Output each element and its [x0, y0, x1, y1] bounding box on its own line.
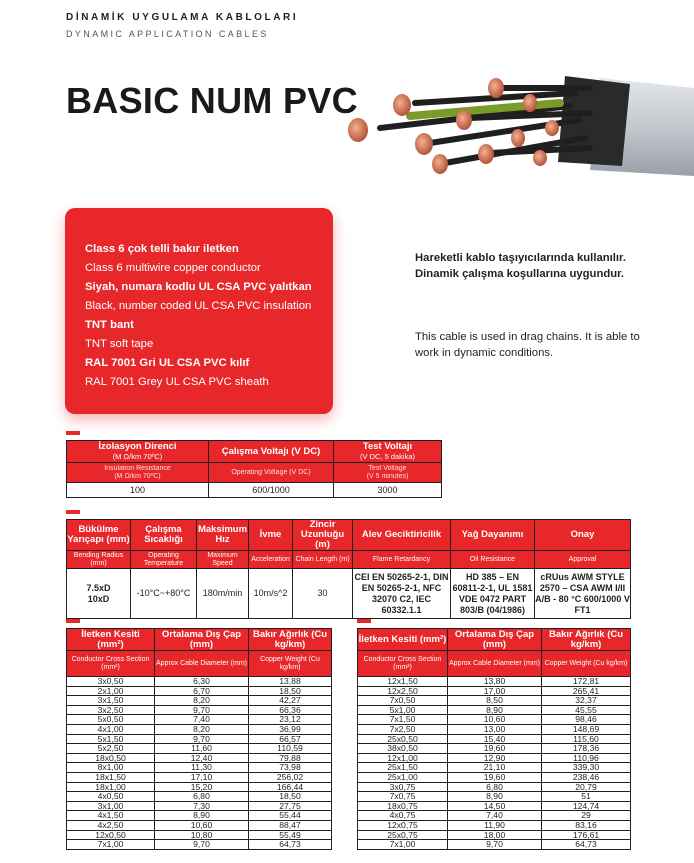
table-row [67, 830, 332, 840]
section-marker [66, 431, 80, 435]
dim-subheader-0: Conductor Cross Section (mm²) [358, 651, 448, 677]
electrical-table [66, 440, 442, 498]
table-cell: 79,88 [249, 753, 332, 763]
value-insulation: 100 [67, 483, 209, 498]
value-test-voltage: 3000 [334, 483, 442, 498]
table-cell: 19,60 [448, 772, 542, 782]
dimensions-table-left [66, 628, 332, 850]
table-cell: 42,27 [249, 696, 332, 706]
mech-subheader-3: Acceleration [249, 551, 293, 569]
table-cell: 339,30 [542, 763, 631, 773]
table-cell: 98,46 [542, 715, 631, 725]
table-cell: 9,70 [155, 705, 249, 715]
table-cell: 178,36 [542, 744, 631, 754]
table-cell: 7x2,50 [358, 724, 448, 734]
table-cell: 8,20 [155, 696, 249, 706]
dimensions-table-right [357, 628, 631, 850]
table-row [358, 801, 631, 811]
table-cell: 7,40 [155, 715, 249, 725]
kicker-turkish: DİNAMİK UYGULAMA KABLOLARI [66, 12, 299, 23]
table-cell: 51 [542, 792, 631, 802]
table-cell: 12x0,75 [358, 820, 448, 830]
table-row [358, 792, 631, 802]
table-cell: 73,98 [249, 763, 332, 773]
table-cell: 115,60 [542, 734, 631, 744]
mech-value-0: 7.5xD 10xD [67, 569, 131, 619]
table-cell: 13,80 [448, 677, 542, 687]
subheader-operating-voltage: Operating Voltage (V DC) [209, 463, 334, 483]
table-cell: 8,90 [448, 792, 542, 802]
table-row [67, 724, 332, 734]
table-cell: 8,90 [155, 811, 249, 821]
table-cell: 13,00 [448, 724, 542, 734]
kicker-english: DYNAMIC APPLICATION CABLES [66, 29, 269, 39]
construction-item-4-en: RAL 7001 Grey UL CSA PVC sheath [85, 376, 269, 388]
subheader-test-voltage: Test Voltage (V 5 minutes) [334, 463, 442, 483]
header-test-voltage: Test Voltajı (V DC, 5 dakika) [334, 441, 442, 463]
table-cell: 66,36 [249, 705, 332, 715]
dim-header-0: İletken Kesiti (mm²) [67, 629, 155, 651]
table-row [67, 811, 332, 821]
table-cell: 2x1,00 [67, 686, 155, 696]
mech-value-4: 30 [293, 569, 353, 619]
table-cell: 12,40 [155, 753, 249, 763]
table-row [67, 763, 332, 773]
table-row [358, 715, 631, 725]
mech-value-6: HD 385 – EN 60811-2-1, UL 1581 VDE 0472 PART 803/B (04/1986) [451, 569, 535, 619]
mech-value-1: -10°C~+80°C [131, 569, 197, 619]
section-marker [357, 619, 371, 623]
table-row [358, 830, 631, 840]
dim-header-1: Ortalama Dış Çap (mm) [155, 629, 249, 651]
table-cell: 6,80 [155, 792, 249, 802]
table-cell: 3x0,50 [67, 677, 155, 687]
table-cell: 25x1,50 [358, 763, 448, 773]
mech-subheader-7: Approval [535, 551, 631, 569]
table-row [67, 686, 332, 696]
table-cell: 11,60 [155, 744, 249, 754]
table-cell: 18x0,75 [358, 801, 448, 811]
table-cell: 6,70 [155, 686, 249, 696]
dim-subheader-2: Copper Weight (Cu kg/km) [249, 651, 332, 677]
dim-header-0: İletken Kesiti (mm²) [358, 629, 448, 651]
dim-subheader-1: Approx Cable Diameter (mm) [448, 651, 542, 677]
table-cell: 6,80 [448, 782, 542, 792]
construction-box [65, 208, 333, 414]
mech-header-4: Zincir Uzunluğu (m) [293, 520, 353, 551]
mech-header-1: Çalışma Sıcaklığı [131, 520, 197, 551]
table-cell: 17,10 [155, 772, 249, 782]
table-row [358, 696, 631, 706]
table-cell: 20,79 [542, 782, 631, 792]
dim-subheader-0: Conductor Cross Section (mm²) [67, 651, 155, 677]
table-cell: 12x2,50 [358, 686, 448, 696]
table-cell: 3x0,75 [358, 782, 448, 792]
table-cell: 124,74 [542, 801, 631, 811]
table-cell: 4x2,50 [67, 820, 155, 830]
mech-header-0: Bükülme Yarıçapı (mm) [67, 520, 131, 551]
mech-header-2: Maksimum Hız [197, 520, 249, 551]
table-cell: 12x1,50 [358, 677, 448, 687]
table-row [358, 744, 631, 754]
table-row [358, 772, 631, 782]
table-row [358, 734, 631, 744]
table-cell: 9,70 [155, 840, 249, 850]
construction-item-1-tr: Class 6 çok telli bakır iletken [85, 243, 239, 255]
table-cell: 10,80 [155, 830, 249, 840]
table-cell: 166,44 [249, 782, 332, 792]
header-insulation: İzolasyon Direnci (M Ω/km 70ºC) [67, 441, 209, 463]
table-row [358, 763, 631, 773]
table-cell: 110,96 [542, 753, 631, 763]
table-row [67, 677, 332, 687]
table-cell: 9,70 [155, 734, 249, 744]
table-cell: 110,59 [249, 744, 332, 754]
mech-header-6: Yağ Dayanımı [451, 520, 535, 551]
table-cell: 4x1,00 [67, 724, 155, 734]
table-cell: 7,40 [448, 811, 542, 821]
table-cell: 29 [542, 811, 631, 821]
table-cell: 45,55 [542, 705, 631, 715]
table-row [358, 686, 631, 696]
table-cell: 27,75 [249, 801, 332, 811]
mech-header-7: Onay [535, 520, 631, 551]
table-cell: 3x1,50 [67, 696, 155, 706]
table-cell: 3x1,00 [67, 801, 155, 811]
table-cell: 4x0,50 [67, 792, 155, 802]
table-cell: 21,10 [448, 763, 542, 773]
table-cell: 238,46 [542, 772, 631, 782]
table-cell: 7x0,50 [358, 696, 448, 706]
table-cell: 265,41 [542, 686, 631, 696]
table-row [67, 705, 332, 715]
description-english: This cable is used in drag chains. It is able to work in dynamic conditions. [415, 331, 640, 359]
mechanical-table [66, 519, 631, 619]
table-cell: 13,88 [249, 677, 332, 687]
table-cell: 18x1,50 [67, 772, 155, 782]
table-cell: 36,99 [249, 724, 332, 734]
table-cell: 5x2,50 [67, 744, 155, 754]
table-cell: 7x1,00 [67, 840, 155, 850]
table-cell: 4x0,75 [358, 811, 448, 821]
section-marker [66, 510, 80, 514]
table-cell: 18,00 [448, 830, 542, 840]
table-cell: 12x0,50 [67, 830, 155, 840]
table-row [358, 782, 631, 792]
table-row [358, 820, 631, 830]
table-cell: 83,16 [542, 820, 631, 830]
table-cell: 18x0,50 [67, 753, 155, 763]
construction-item-3-tr: TNT bant [85, 319, 134, 331]
table-cell: 55,44 [249, 811, 332, 821]
table-row [67, 820, 332, 830]
table-cell: 66,57 [249, 734, 332, 744]
table-cell: 7x1,00 [358, 840, 448, 850]
table-cell: 8,50 [448, 696, 542, 706]
table-cell: 17,00 [448, 686, 542, 696]
table-cell: 64,73 [542, 840, 631, 850]
mech-value-3: 10m/s^2 [249, 569, 293, 619]
table-cell: 8,20 [155, 724, 249, 734]
table-cell: 10,60 [448, 715, 542, 725]
table-row [358, 811, 631, 821]
mech-subheader-1: Operating Temperature [131, 551, 197, 569]
table-cell: 32,37 [542, 696, 631, 706]
table-cell: 12x1,00 [358, 753, 448, 763]
mech-subheader-5: Flame Retardancy [353, 551, 451, 569]
subheader-insulation: Insulation Resistance (M Ω/km 70ºC) [67, 463, 209, 483]
value-operating-voltage: 600/1000 [209, 483, 334, 498]
table-cell: 172,81 [542, 677, 631, 687]
dim-subheader-1: Approx Cable Diameter (mm) [155, 651, 249, 677]
table-cell: 5x1,00 [358, 705, 448, 715]
table-cell: 15,20 [155, 782, 249, 792]
construction-item-2-tr: Siyah, numara kodlu UL CSA PVC yalıtkan [85, 281, 312, 293]
mech-header-3: İvme [249, 520, 293, 551]
construction-item-2-en: Black, number coded UL CSA PVC insulation [85, 300, 312, 312]
table-cell: 10,60 [155, 820, 249, 830]
table-cell: 7,30 [155, 801, 249, 811]
dim-header-2: Bakır Ağırlık (Cu kg/km) [249, 629, 332, 651]
table-row [358, 753, 631, 763]
construction-item-3-en: TNT soft tape [85, 338, 154, 350]
table-cell: 5x1,50 [67, 734, 155, 744]
dim-header-1: Ortalama Dış Çap (mm) [448, 629, 542, 651]
cable-image [340, 58, 694, 176]
table-cell: 64,73 [249, 840, 332, 850]
mech-subheader-2: Maximum Speed [197, 551, 249, 569]
dim-subheader-2: Copper Weight (Cu kg/km) [542, 651, 631, 677]
table-row [67, 792, 332, 802]
table-cell: 18x1,00 [67, 782, 155, 792]
table-cell: 5x0,50 [67, 715, 155, 725]
table-cell: 7x1,50 [358, 715, 448, 725]
table-cell: 38x0,50 [358, 744, 448, 754]
table-row [67, 753, 332, 763]
table-cell: 176,61 [542, 830, 631, 840]
table-cell: 19,60 [448, 744, 542, 754]
table-row [358, 705, 631, 715]
table-row [358, 840, 631, 850]
table-row [67, 840, 332, 850]
table-cell: 4x1,50 [67, 811, 155, 821]
table-cell: 6,30 [155, 677, 249, 687]
mech-header-5: Alev Geciktiricilik [353, 520, 451, 551]
table-row [358, 677, 631, 687]
table-row [67, 744, 332, 754]
table-row [67, 772, 332, 782]
table-cell: 8x1,00 [67, 763, 155, 773]
construction-item-4-tr: RAL 7001 Gri UL CSA PVC kılıf [85, 357, 250, 369]
table-cell: 256,02 [249, 772, 332, 782]
table-cell: 25x0,50 [358, 734, 448, 744]
table-cell: 9,70 [448, 840, 542, 850]
mech-subheader-6: Oil Resistance [451, 551, 535, 569]
table-cell: 18,50 [249, 792, 332, 802]
product-title: BASIC NUM PVC [66, 80, 358, 121]
mech-value-7: cRUus AWM STYLE 2570 – CSA AWM I/II A/B - 80 °C 600/1000 V FT1 [535, 569, 631, 619]
construction-item-1-en: Class 6 multiwire copper conductor [85, 262, 261, 274]
table-cell: 11,30 [155, 763, 249, 773]
table-row [67, 715, 332, 725]
table-cell: 55,49 [249, 830, 332, 840]
table-cell: 14,50 [448, 801, 542, 811]
table-row [67, 801, 332, 811]
table-cell: 7x0,75 [358, 792, 448, 802]
table-cell: 3x2,50 [67, 705, 155, 715]
description-turkish: Hareketli kablo taşıyıcılarında kullanılır. Dinamik çalışma koşullarına uygundur. [415, 252, 626, 280]
table-cell: 12,90 [448, 753, 542, 763]
mech-value-2: 180m/min [197, 569, 249, 619]
table-cell: 11,90 [448, 820, 542, 830]
mech-subheader-0: Bending Radius (mm) [67, 551, 131, 569]
table-cell: 23,12 [249, 715, 332, 725]
table-row [67, 696, 332, 706]
table-row [67, 782, 332, 792]
mech-value-5: CEI EN 50265-2-1, DIN EN 50265-2-1, NFC 32070 C2, IEC 60332.1.1 [353, 569, 451, 619]
table-cell: 88,47 [249, 820, 332, 830]
dim-header-2: Bakır Ağırlık (Cu kg/km) [542, 629, 631, 651]
table-row [67, 734, 332, 744]
section-marker [66, 619, 80, 623]
table-cell: 25x0,75 [358, 830, 448, 840]
table-cell: 8,90 [448, 705, 542, 715]
table-cell: 148,69 [542, 724, 631, 734]
table-cell: 15,40 [448, 734, 542, 744]
table-row [358, 724, 631, 734]
mech-subheader-4: Chain Length (m) [293, 551, 353, 569]
table-cell: 18,50 [249, 686, 332, 696]
table-cell: 25x1,00 [358, 772, 448, 782]
header-operating-voltage: Çalışma Voltajı (V DC) [209, 441, 334, 463]
